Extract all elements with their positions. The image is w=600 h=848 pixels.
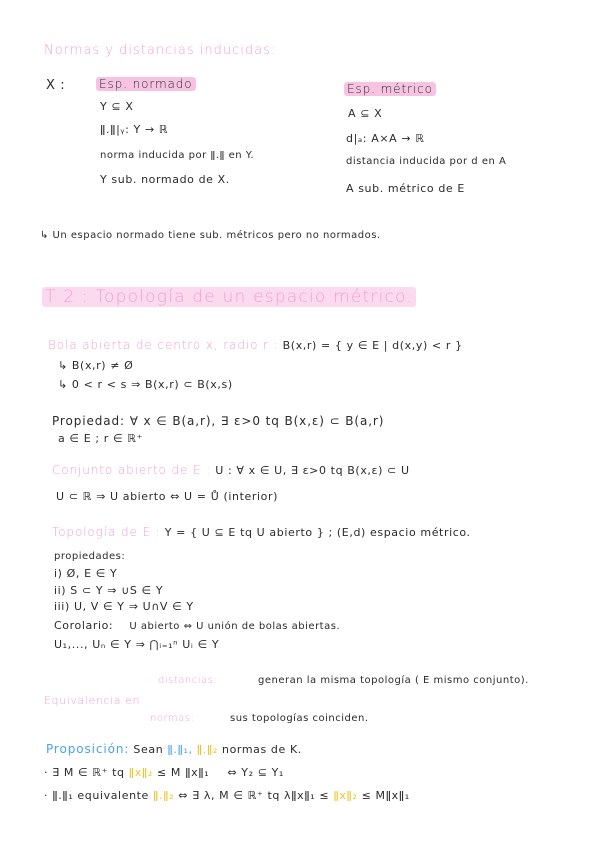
prop2-part-a: · ǁ.ǁ₁ equivalente [44,789,149,802]
proposicion-line-2 [44,789,410,803]
proposicion-norm-2: ǁ.ǁ₂ [196,743,218,756]
ball-line-2: ↳ 0 < r < s ⇒ B(x,r) ⊂ B(x,s) [58,378,233,391]
ball-formula: B(x,r) = { y ∈ E | d(x,y) < r } [282,339,463,352]
open-set-definition [52,463,410,478]
topology-definition [52,525,471,540]
prop1-norm-2: ǁxǁ₂ [128,766,153,779]
equiv-dist-label: distancias: [158,675,218,686]
normado-line-3: norma inducida por ǁ.ǁ en Y. [100,150,255,161]
topology-props-label: propiedades: [54,551,126,562]
corolario-label: Corolario: [54,619,114,632]
metrico-line-2: d|ₐ: A×A → ℝ [346,132,425,145]
topology-term: Topología de E : [52,525,161,539]
normado-line-2: ǁ.ǁ|ᵧ: Y → ℝ [100,123,169,136]
topology-intersection-line: U₁,..., Uₙ ∈ Υ ⇒ ⋂ᵢ₌₁ⁿ Uᵢ ∈ Υ [54,638,220,651]
corolario-text: U abierto ⇔ U unión de bolas abiertas. [129,621,341,632]
ball-term: Bola abierta de centro x, radio r : [48,338,279,352]
proposicion-line-1 [44,766,284,780]
proposicion-text-b: normas de K. [222,743,302,756]
corolario-line [54,619,340,634]
equiv-norm-label: normas: [150,713,195,724]
prop1-part-a: · ∃ M ∈ ℝ⁺ tq [44,766,125,779]
equiv-norm-text: sus topologías coinciden. [230,713,369,724]
section2-title: T 2 : Topología de un espacio métrico. [42,290,416,304]
esp-normado-heading: Esp. normado [96,77,196,91]
open-set-term: Conjunto abierto de E : [52,463,212,477]
open-set-line-1: U ⊂ ℝ ⇒ U abierto ⇔ U = Ů (interior) [56,490,278,503]
prop1-part-b: ≤ M ǁxǁ₁ [157,766,210,779]
metrico-line-4: A sub. métrico de E [346,182,465,195]
topology-prop-1: i) Ø, E ∈ Υ [54,567,118,580]
prop2-norm-2: ǁ.ǁ₂ [153,789,175,802]
section1-note: ↳ Un espacio normado tiene sub. métricos pero no normados. [40,230,381,241]
section1-title: Normas y distancias inducidas: [44,43,277,58]
equivalencia-label: Equivalencia en [44,694,141,707]
ball-definition [48,338,463,353]
ball-line-1: ↳ B(x,r) ≠ Ø [58,359,134,372]
esp-metrico-heading: Esp. métrico [344,82,436,96]
prop2-norm-2-second: ǁxǁ₂ [333,789,358,802]
proposicion-text-a: Sean [133,743,164,756]
prop2-part-b: ⇔ ∃ λ, M ∈ ℝ⁺ tq λǁxǁ₁ ≤ [178,789,330,802]
prop2-part-c: ≤ Mǁxǁ₁ [361,789,410,802]
normado-line-1: Y ⊆ X [100,100,134,113]
open-set-formula: U : ∀ x ∈ U, ∃ ε>0 tq B(x,ε) ⊂ U [215,464,410,477]
topology-prop-3: iii) U, V ∈ Υ ⇒ U∩V ∈ Υ [54,600,194,613]
prop1-part-c: ⇔ Υ₂ ⊆ Υ₁ [227,766,284,779]
metrico-line-1: A ⊆ X [348,107,383,120]
topology-prop-2: ii) S ⊂ Υ ⇒ ∪S ∈ Υ [54,584,164,597]
topology-formula: Υ = { U ⊆ E tq U abierto } ; (E,d) espacio métrico. [164,526,471,539]
equiv-dist-text: generan la misma topología ( E mismo conjunto). [258,675,529,686]
proposicion-norm-1: ǁ.ǁ₁, [167,743,193,756]
proposicion-label: Proposición: [46,742,130,756]
normado-line-4: Y sub. normado de X. [100,173,230,186]
metrico-line-3: distancia inducida por d en A [346,156,507,167]
propiedad-line-2: a ∈ E ; r ∈ ℝ⁺ [58,432,143,445]
proposicion-line [46,742,302,757]
x-label: X : [46,78,66,93]
propiedad-line-1: Propiedad: ∀ x ∈ B(a,r), ∃ ε>0 tq B(x,ε) ⊂ B(a,r) [52,414,385,428]
